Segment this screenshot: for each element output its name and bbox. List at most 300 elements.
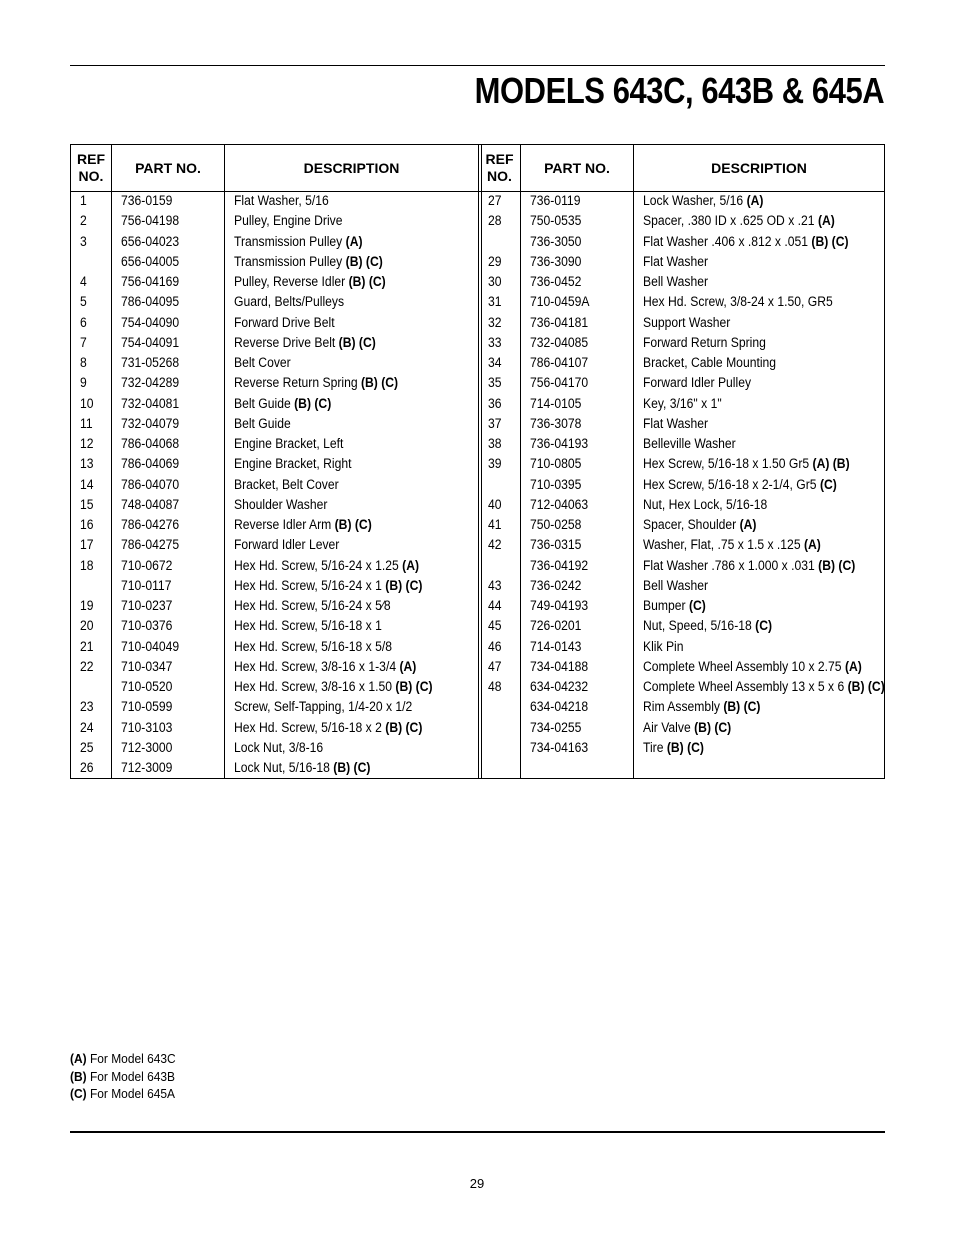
model-tag: (B) (C): [334, 517, 372, 532]
description-cell: [234, 434, 343, 454]
description-text: Reverse Idler Arm: [234, 517, 332, 532]
part-no-cell: 712-3000: [121, 739, 173, 755]
description-text: Forward Idler Lever: [234, 537, 340, 553]
table-row: [71, 414, 478, 434]
description-text: Spacer, Shoulder: [643, 517, 737, 532]
description-text: Flat Washer, 5/16: [234, 193, 329, 208]
ref-no-cell: 48: [488, 679, 502, 694]
description-text: Bell Washer: [643, 577, 709, 593]
part-no-cell: 786-04276: [121, 517, 180, 532]
part-no-cell: 710-0805: [530, 456, 582, 472]
part-no-cell: 736-04181: [530, 314, 589, 330]
ref-no-cell: 12: [80, 436, 94, 451]
description-text: Complete Wheel Assembly 10 x 2.75: [643, 658, 842, 674]
table-row: [71, 272, 478, 292]
part-no-cell: 656-04023: [121, 233, 180, 249]
description-cell: [643, 475, 837, 495]
ref-no-cell: 40: [488, 496, 502, 512]
legend-tag: (B): [70, 1068, 87, 1084]
ref-no-cell: 5: [80, 294, 87, 310]
model-tag: (A): [844, 658, 862, 674]
ref-no-cell: 37: [488, 415, 502, 431]
description-text: Flat Washer: [643, 253, 709, 269]
description-cell: [234, 454, 352, 474]
table-row: [479, 313, 884, 333]
ref-no-cell: 26: [80, 760, 94, 775]
description-text: Hex Screw, 5/16-18 x 2-1/4, Gr5: [643, 476, 817, 492]
part-no-cell: 736-3090: [530, 253, 582, 269]
part-no-cell: 710-0376: [121, 618, 173, 634]
part-no-cell: 736-3050: [530, 233, 582, 249]
table-row: [71, 738, 478, 758]
description-cell: [234, 272, 386, 292]
part-no-cell: 710-3103: [121, 719, 173, 735]
description-cell: [643, 677, 885, 697]
model-tag: (B) (C): [847, 679, 885, 694]
ref-no-cell: 11: [80, 415, 93, 431]
part-no-cell: 754-04091: [121, 334, 180, 350]
part-no-cell: 756-04170: [530, 375, 589, 391]
description-text: Reverse Drive Belt: [234, 334, 336, 350]
description-text: Lock Nut, 3/8-16: [234, 739, 324, 755]
table-row: [479, 394, 884, 414]
description-cell: [234, 556, 419, 576]
description-cell: [234, 657, 416, 677]
legend-item: [70, 1050, 176, 1068]
table-row: [479, 697, 884, 717]
model-tag: (B) (C): [694, 719, 732, 735]
description-text: Forward Idler Pulley: [643, 375, 752, 391]
description-cell: [643, 596, 706, 616]
description-text: Washer, Flat, .75 x 1.5 x .125: [643, 537, 801, 553]
table-header: [71, 145, 478, 192]
description-text: Lock Washer, 5/16: [643, 193, 744, 208]
ref-no-cell: 39: [488, 456, 502, 472]
page-title: MODELS 643C, 643B & 645A: [474, 70, 884, 111]
description-cell: [643, 292, 833, 312]
model-tag: (A): [402, 557, 420, 573]
table-row: [479, 211, 884, 231]
part-no-cell: 786-04095: [121, 294, 180, 310]
description-cell: [234, 576, 422, 596]
description-cell: [643, 232, 849, 252]
table-row: [479, 475, 884, 495]
ref-no-cell: 43: [488, 577, 502, 593]
description-text: Belleville Washer: [643, 436, 736, 451]
table-row: [479, 434, 884, 454]
part-no-cell: 726-0201: [530, 618, 582, 634]
legend-text: For Model 645A: [89, 1086, 176, 1101]
description-cell: [643, 252, 708, 272]
description-cell: [643, 495, 767, 515]
table-row: [71, 677, 478, 697]
description-text: Hex Hd. Screw, 5/16-24 x 1.25: [234, 557, 399, 573]
description-cell: [234, 333, 376, 353]
table-row: [479, 596, 884, 616]
table-row: [479, 333, 884, 353]
description-cell: [234, 718, 422, 738]
description-cell: [643, 556, 855, 576]
description-text: Rim Assembly: [643, 699, 720, 715]
ref-no-cell: 21: [80, 638, 94, 654]
model-tag: (C): [688, 598, 706, 613]
description-text: Pulley, Engine Drive: [234, 213, 343, 229]
description-text: Belt Guide: [234, 415, 291, 431]
part-no-cell: 710-0117: [121, 577, 172, 593]
description-text: Bracket, Cable Mounting: [643, 355, 777, 370]
model-tag: (B) (C): [385, 719, 423, 735]
description-cell: [234, 252, 383, 272]
part-no-cell: 786-04275: [121, 537, 180, 553]
table-row: [71, 252, 478, 272]
description-text: Complete Wheel Assembly 13 x 5 x 6: [643, 679, 845, 694]
description-cell: [234, 353, 291, 373]
ref-no-cell: 15: [80, 496, 94, 512]
description-cell: [234, 373, 398, 393]
ref-no-cell: 47: [488, 658, 502, 674]
description-text: Hex Hd. Screw, 5/16-18 x 2: [234, 719, 386, 735]
table-row: [71, 353, 478, 373]
ref-no-cell: 4: [80, 274, 87, 289]
model-tag: (B) (C): [294, 395, 332, 411]
description-text: Hex Hd. Screw, 3/8-16 x 1.50: [234, 679, 393, 694]
ref-no-cell: 42: [488, 537, 502, 553]
part-no-cell: 786-04107: [530, 355, 589, 370]
ref-no-cell: 17: [80, 537, 94, 553]
description-text: Reverse Return Spring: [234, 375, 358, 391]
part-no-cell: 710-0672: [121, 557, 173, 573]
description-cell: [643, 738, 704, 758]
part-no-cell: 736-0159: [121, 193, 173, 208]
table-row: [71, 333, 478, 353]
header-ref-no: REF NO.: [77, 151, 105, 184]
part-no-cell: 786-04070: [121, 476, 180, 492]
description-text: Klik Pin: [643, 638, 684, 654]
description-cell: [643, 434, 736, 454]
part-no-cell: 754-04090: [121, 314, 180, 330]
part-no-cell: 634-04218: [530, 699, 589, 715]
table-row: [479, 272, 884, 292]
description-text: Bumper: [643, 598, 686, 613]
part-no-cell: 786-04068: [121, 436, 180, 451]
bottom-rule: [70, 1131, 885, 1133]
table-row: [71, 373, 478, 393]
description-text: Pulley, Reverse Idler: [234, 274, 346, 289]
table-row: [71, 191, 478, 211]
table-row: [71, 454, 478, 474]
description-text: Belt Guide: [234, 395, 291, 411]
parts-table-left-half: [71, 145, 479, 778]
ref-no-cell: 41: [488, 517, 502, 532]
description-text: Support Washer: [643, 314, 731, 330]
table-row: [479, 252, 884, 272]
description-cell: [643, 414, 708, 434]
table-row: [479, 616, 884, 636]
table-row: [71, 495, 478, 515]
description-text: Guard, Belts/Pulleys: [234, 294, 345, 310]
description-cell: [234, 677, 433, 697]
table-row: [71, 313, 478, 333]
description-text: Transmission Pulley: [234, 233, 343, 249]
part-no-cell: 710-04049: [121, 638, 180, 654]
description-cell: [234, 616, 382, 636]
description-text: Bell Washer: [643, 274, 709, 289]
part-no-cell: 732-04079: [121, 415, 180, 431]
ref-no-cell: 31: [488, 294, 502, 310]
ref-no-cell: 45: [488, 618, 502, 634]
table-row: [71, 718, 478, 738]
parts-table-right-half: [479, 145, 884, 778]
model-legend: [70, 1050, 185, 1103]
part-no-cell: 736-0452: [530, 274, 582, 289]
part-no-cell: 736-0119: [530, 193, 581, 208]
ref-no-cell: 27: [488, 193, 502, 208]
description-text: Belt Cover: [234, 355, 291, 370]
description-text: Nut, Speed, 5/16-18: [643, 618, 752, 634]
description-cell: [234, 211, 343, 231]
description-text: Nut, Hex Lock, 5/16-18: [643, 496, 768, 512]
description-cell: [643, 191, 763, 211]
table-header: [479, 145, 884, 192]
table-row: [479, 373, 884, 393]
description-cell: [234, 414, 291, 434]
description-text: Forward Drive Belt: [234, 314, 335, 330]
part-no-cell: 656-04005: [121, 253, 180, 269]
table-row: [71, 434, 478, 454]
description-text: Forward Return Spring: [643, 334, 766, 350]
description-text: Flat Washer .786 x 1.000 x .031: [643, 557, 815, 573]
part-no-cell: 712-04063: [530, 496, 589, 512]
header-ref-no: REF NO.: [485, 151, 514, 184]
description-cell: [643, 313, 730, 333]
table-row: [71, 697, 478, 717]
ref-no-cell: 8: [80, 355, 87, 370]
model-tag: (A): [746, 193, 764, 208]
description-cell: [234, 475, 339, 495]
description-cell: [234, 535, 339, 555]
table-row: [479, 738, 884, 758]
table-row: [479, 576, 884, 596]
part-no-cell: 734-0255: [530, 719, 582, 735]
table-row: [71, 556, 478, 576]
table-row: [71, 394, 478, 414]
part-no-cell: 734-04188: [530, 658, 589, 674]
ref-no-cell: 34: [488, 355, 502, 370]
description-text: Flat Washer .406 x .812 x .051: [643, 233, 809, 249]
part-no-cell: 732-04085: [530, 334, 589, 350]
ref-no-cell: 33: [488, 334, 502, 350]
description-text: Lock Nut, 5/16-18: [234, 760, 330, 775]
ref-no-cell: 19: [80, 598, 94, 613]
model-tag: (A): [399, 658, 417, 674]
model-tag: (B) (C): [811, 233, 849, 249]
description-cell: [643, 373, 751, 393]
table-row: [479, 454, 884, 474]
part-no-cell: 736-04193: [530, 436, 589, 451]
model-tag: (A): [345, 233, 363, 249]
model-tag: (B) (C): [345, 253, 383, 269]
description-cell: [234, 738, 323, 758]
description-text: Air Valve: [643, 719, 691, 735]
description-cell: [643, 272, 708, 292]
description-cell: [234, 596, 391, 616]
table-row: [71, 515, 478, 535]
ref-no-cell: 44: [488, 598, 502, 613]
page-number: 29: [469, 1176, 485, 1191]
table-row: [479, 657, 884, 677]
description-cell: [643, 576, 708, 596]
table-row: [479, 292, 884, 312]
table-row: [71, 576, 478, 596]
model-tag: (B) (C): [348, 274, 386, 289]
part-no-cell: 732-04289: [121, 375, 180, 391]
table-row: [479, 353, 884, 373]
description-cell: [234, 637, 392, 657]
description-cell: [234, 758, 370, 778]
table-row: [71, 637, 478, 657]
description-text: Key, 3/16" x 1": [643, 395, 722, 411]
part-no-cell: 710-0520: [121, 679, 173, 694]
ref-no-cell: 25: [80, 739, 94, 755]
ref-no-cell: 23: [80, 699, 94, 715]
table-row: [71, 657, 478, 677]
description-text: Hex Hd. Screw, 3/8-24 x 1.50, GR5: [643, 294, 833, 310]
part-no-cell: 714-0105: [530, 395, 582, 411]
header-part-no: PART NO.: [544, 159, 610, 176]
ref-no-cell: 18: [80, 557, 94, 573]
table-row: [71, 211, 478, 231]
ref-no-cell: 35: [488, 375, 502, 391]
model-tag: (B) (C): [338, 334, 376, 350]
parts-table: [70, 144, 885, 779]
ref-no-cell: 1: [80, 193, 87, 208]
table-row: [479, 677, 884, 697]
ref-no-cell: 6: [80, 314, 87, 330]
description-cell: [234, 515, 372, 535]
ref-no-cell: 10: [80, 395, 94, 411]
description-text: Tire: [643, 739, 664, 755]
description-cell: [234, 697, 412, 717]
ref-no-cell: 32: [488, 314, 502, 330]
table-row: [71, 758, 478, 778]
description-cell: [643, 535, 821, 555]
ref-no-cell: 38: [488, 436, 502, 451]
description-text: Hex Screw, 5/16-18 x 1.50 Gr5: [643, 456, 810, 472]
ref-no-cell: 16: [80, 517, 94, 532]
description-text: Hex Hd. Screw, 3/8-16 x 1-3/4: [234, 658, 397, 674]
model-tag: (B) (C): [818, 557, 856, 573]
model-tag: (C): [755, 618, 773, 634]
description-text: Shoulder Washer: [234, 496, 328, 512]
header-description: DESCRIPTION: [711, 159, 807, 176]
ref-no-cell: 36: [488, 395, 502, 411]
part-no-cell: 710-0599: [121, 699, 173, 715]
model-tag: (A) (B): [812, 456, 850, 472]
part-no-cell: 731-05268: [121, 355, 180, 370]
part-no-cell: 786-04069: [121, 456, 180, 472]
description-cell: [643, 515, 756, 535]
description-text: Transmission Pulley: [234, 253, 343, 269]
part-no-cell: 736-0315: [530, 537, 582, 553]
part-no-cell: 714-0143: [530, 638, 582, 654]
part-no-cell: 756-04198: [121, 213, 180, 229]
description-text: Hex Hd. Screw, 5/16-18 x 1: [234, 618, 382, 634]
description-text: Screw, Self-Tapping, 1/4-20 x 1/2: [234, 699, 413, 715]
part-no-cell: 710-0347: [121, 658, 173, 674]
ref-no-cell: 14: [80, 476, 94, 492]
part-no-cell: 734-04163: [530, 739, 589, 755]
table-row: [479, 414, 884, 434]
ref-no-cell: 30: [488, 274, 502, 289]
model-tag: (B) (C): [395, 679, 433, 694]
model-tag: (B) (C): [385, 577, 423, 593]
legend-tag: (C): [70, 1086, 87, 1101]
model-tag: (B) (C): [360, 375, 399, 391]
ref-no-cell: 20: [80, 618, 94, 634]
table-row: [71, 475, 478, 495]
ref-no-cell: 7: [80, 334, 87, 350]
top-rule: [70, 65, 885, 66]
description-cell: [234, 495, 327, 515]
legend-item: [70, 1068, 176, 1086]
description-text: Flat Washer: [643, 415, 709, 431]
model-tag: (A): [803, 537, 821, 553]
header-part-no: PART NO.: [135, 159, 201, 176]
description-text: Hex Hd. Screw, 5/16-24 x 5⁄8: [234, 598, 391, 613]
legend-text: For Model 643C: [89, 1051, 176, 1066]
part-no-cell: 710-0237: [121, 598, 173, 613]
description-cell: [643, 657, 862, 677]
description-text: Hex Hd. Screw, 5/16-18 x 5/8: [234, 638, 393, 654]
description-cell: [234, 292, 344, 312]
model-tag: (A): [817, 213, 835, 229]
part-no-cell: 736-0242: [530, 577, 582, 593]
model-tag: (C): [819, 476, 837, 492]
table-row: [71, 535, 478, 555]
table-row: [71, 616, 478, 636]
ref-no-cell: 28: [488, 213, 502, 229]
part-no-cell: 710-0395: [530, 476, 582, 492]
description-cell: [643, 394, 722, 414]
part-no-cell: 749-04193: [530, 598, 589, 613]
part-no-cell: 710-0459A: [530, 294, 590, 310]
ref-no-cell: 3: [80, 233, 87, 249]
model-tag: (B) (C): [666, 739, 704, 755]
header-description: DESCRIPTION: [303, 159, 400, 176]
model-tag: (B) (C): [723, 699, 761, 715]
description-text: Hex Hd. Screw, 5/16-24 x 1: [234, 577, 382, 593]
description-text: Engine Bracket, Left: [234, 436, 344, 451]
ref-no-cell: 2: [80, 213, 87, 229]
ref-no-cell: 22: [80, 658, 94, 674]
part-no-cell: 634-04232: [530, 679, 589, 694]
description-text: Engine Bracket, Right: [234, 456, 352, 472]
description-cell: [234, 313, 335, 333]
description-text: Bracket, Belt Cover: [234, 476, 339, 492]
ref-no-cell: 46: [488, 638, 502, 654]
table-body-left: [71, 191, 478, 778]
table-row: [479, 232, 884, 252]
model-tag: (A): [739, 517, 757, 532]
table-row: [71, 596, 478, 616]
part-no-cell: 750-0258: [530, 517, 582, 532]
description-cell: [643, 697, 760, 717]
table-body-right: [479, 191, 884, 758]
model-tag: (B) (C): [333, 760, 371, 775]
legend-item: [70, 1085, 176, 1103]
table-row: [71, 292, 478, 312]
part-no-cell: 736-04192: [530, 557, 589, 573]
